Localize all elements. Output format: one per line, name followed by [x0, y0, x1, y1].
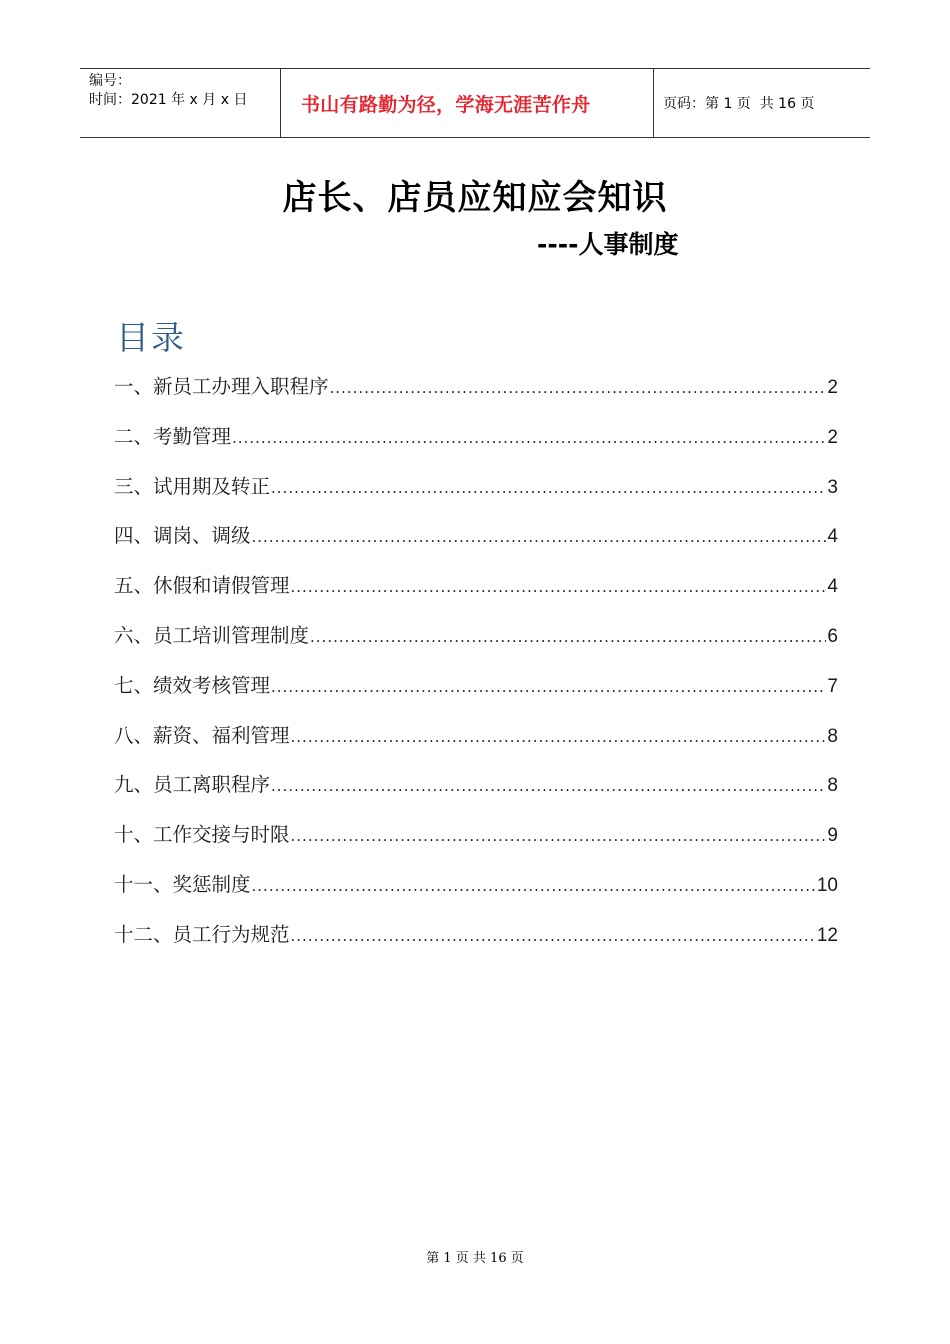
toc-item-label: 十一、奖惩制度	[114, 872, 251, 896]
toc-item[interactable]	[114, 620, 838, 670]
footer-page-number: 第 1 页 共 16 页	[426, 1251, 524, 1266]
toc-item[interactable]	[114, 819, 838, 869]
toc-item[interactable]	[114, 471, 838, 521]
toc-item-label: 四、调岗、调级	[114, 524, 251, 548]
toc-item-page: 3	[827, 476, 838, 498]
toc-leader-dots	[310, 628, 826, 646]
toc-leader-dots	[291, 728, 827, 746]
document-time-label: 时间：2021 年 x 月 x 日	[89, 92, 248, 108]
toc-item[interactable]	[114, 670, 838, 720]
toc-item-page: 7	[827, 675, 838, 697]
toc-item[interactable]	[114, 371, 838, 421]
toc-item-page: 6	[827, 625, 838, 647]
toc-item-label: 七、绩效考核管理	[114, 673, 271, 697]
table-of-contents	[114, 371, 838, 969]
toc-item-page: 8	[827, 725, 838, 747]
header-motto-cell	[281, 69, 654, 137]
toc-item-label: 八、薪资、福利管理	[114, 723, 290, 747]
toc-item[interactable]	[114, 769, 838, 819]
toc-item-page: 4	[827, 576, 838, 598]
toc-leader-dots	[291, 927, 816, 945]
document-title: 店长、店员应知应会知识	[282, 178, 668, 218]
toc-leader-dots	[271, 777, 826, 795]
toc-item-label: 五、休假和请假管理	[114, 574, 290, 598]
toc-item-page: 4	[827, 526, 838, 548]
toc-item-page: 2	[827, 426, 838, 448]
toc-item-page: 2	[827, 377, 838, 398]
toc-item[interactable]	[114, 520, 838, 570]
toc-leader-dots	[271, 678, 826, 696]
toc-leader-dots	[271, 479, 826, 497]
toc-item-page: 9	[827, 825, 838, 847]
toc-item[interactable]	[114, 421, 838, 471]
toc-leader-dots	[330, 379, 827, 397]
document-header	[80, 68, 870, 138]
header-page-cell	[654, 69, 870, 137]
toc-leader-dots	[291, 827, 827, 845]
toc-item-label: 二、考勤管理	[114, 424, 232, 448]
toc-item-page: 8	[827, 775, 838, 797]
header-page-info: 页码：第 1 页 共 16 页	[663, 96, 815, 112]
toc-item-label: 十、工作交接与时限	[114, 823, 290, 847]
toc-leader-dots	[232, 429, 826, 447]
document-number-label: 编号：	[89, 73, 131, 89]
toc-item-label: 九、员工离职程序	[114, 773, 271, 797]
page-footer	[0, 1247, 950, 1266]
toc-item-label: 一、新员工办理入职程序	[114, 375, 329, 398]
toc-item-label: 六、员工培训管理制度	[114, 623, 310, 647]
header-motto: 书山有路勤为径，学海无涯苦作舟	[301, 93, 591, 116]
toc-leader-dots	[252, 528, 827, 546]
toc-item-label: 三、试用期及转正	[114, 474, 271, 498]
header-meta-cell	[80, 69, 281, 137]
toc-leader-dots	[291, 578, 827, 596]
toc-item-page: 10	[816, 874, 838, 896]
toc-item-label: 十二、员工行为规范	[114, 922, 290, 946]
toc-item[interactable]	[114, 919, 838, 969]
toc-heading: 目录	[116, 318, 186, 357]
toc-item[interactable]	[114, 570, 838, 620]
toc-item[interactable]	[114, 869, 838, 919]
toc-leader-dots	[252, 877, 816, 895]
toc-item[interactable]	[114, 720, 838, 770]
document-subtitle: ----人事制度	[537, 230, 679, 259]
toc-item-page: 12	[816, 924, 838, 946]
